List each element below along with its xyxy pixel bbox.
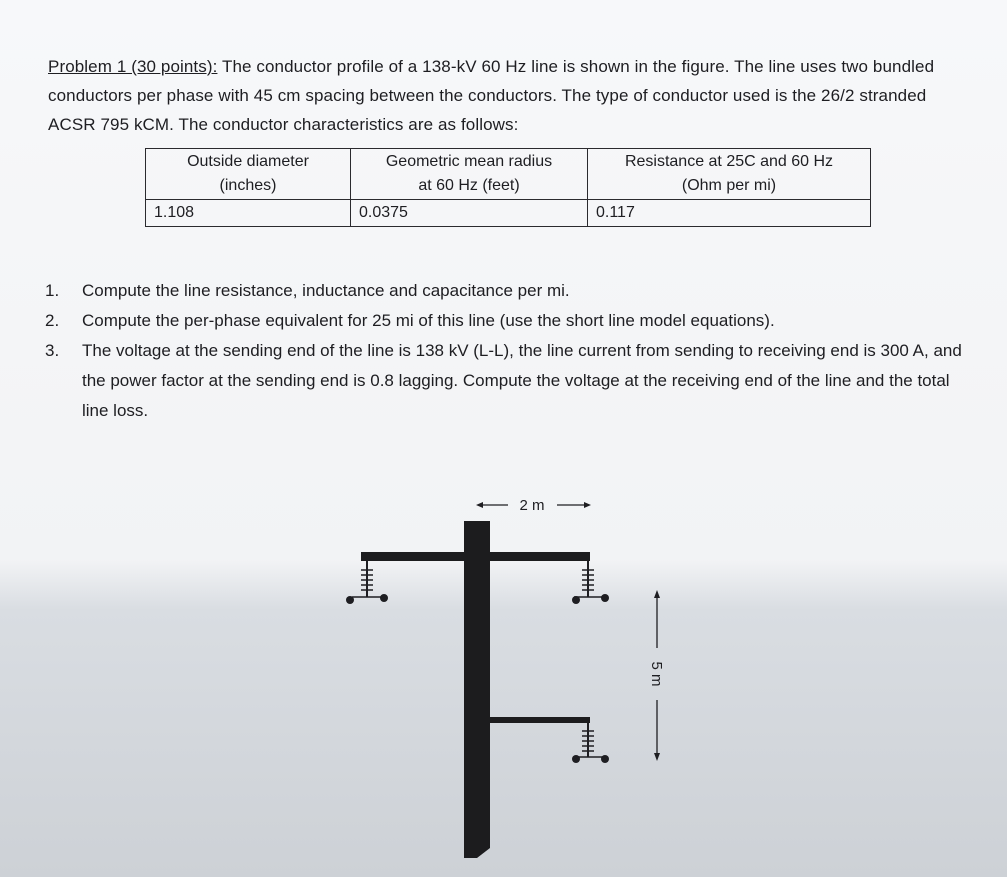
header-line: (inches)	[219, 177, 277, 194]
lower-crossarm	[490, 717, 590, 723]
header-line: Geometric mean radius	[385, 153, 553, 170]
header-line: at 60 Hz (feet)	[418, 177, 520, 194]
header-line: Outside diameter	[187, 153, 309, 170]
header-line: Resistance at 25C and 60 Hz	[624, 153, 834, 170]
insulator-right-upper	[572, 561, 609, 604]
question-number: 2.	[45, 311, 60, 330]
tower-pole	[464, 521, 490, 858]
question-text: The voltage at the sending end of the line is 138 kV (L-L), the line current from sending to receiving end is 300 A, and the power factor at the sending end is 0.8 lagging. Compute the voltage at the receiving end of the line and the total line loss.	[82, 341, 962, 420]
value-geometric-mean-radius: 0.0375	[351, 200, 588, 227]
problem-label: Problem 1 (30 points):	[48, 57, 218, 76]
horizontal-dimension	[476, 497, 591, 514]
vertical-dimension	[648, 590, 665, 761]
question-number: 3.	[45, 341, 60, 360]
question-text: Compute the per-phase equivalent for 25 mi of this line (use the short line model equations).	[82, 311, 775, 330]
insulator-right-lower	[572, 723, 609, 763]
insulator-left	[346, 561, 388, 604]
horizontal-dimension-label: 2 m	[519, 497, 545, 514]
value-resistance: 0.117	[588, 200, 871, 227]
value-outside-diameter: 1.108	[146, 200, 351, 227]
upper-crossarm	[361, 552, 590, 561]
vertical-dimension-label: 5 m	[648, 661, 665, 687]
question-text: Compute the line resistance, inductance and capacitance per mi.	[82, 281, 570, 300]
problem-text: The conductor profile of a 138-kV 60 Hz line is shown in the figure. The line uses two bundled conductors per phase with 45 cm spacing between the conductors. The type of conductor used is the 26/2 stranded ACSR 795 kCM. The conductor characteristics are as follows:	[48, 57, 935, 134]
header-line: (Ohm per mi)	[681, 177, 777, 194]
question-number: 1.	[45, 281, 60, 300]
